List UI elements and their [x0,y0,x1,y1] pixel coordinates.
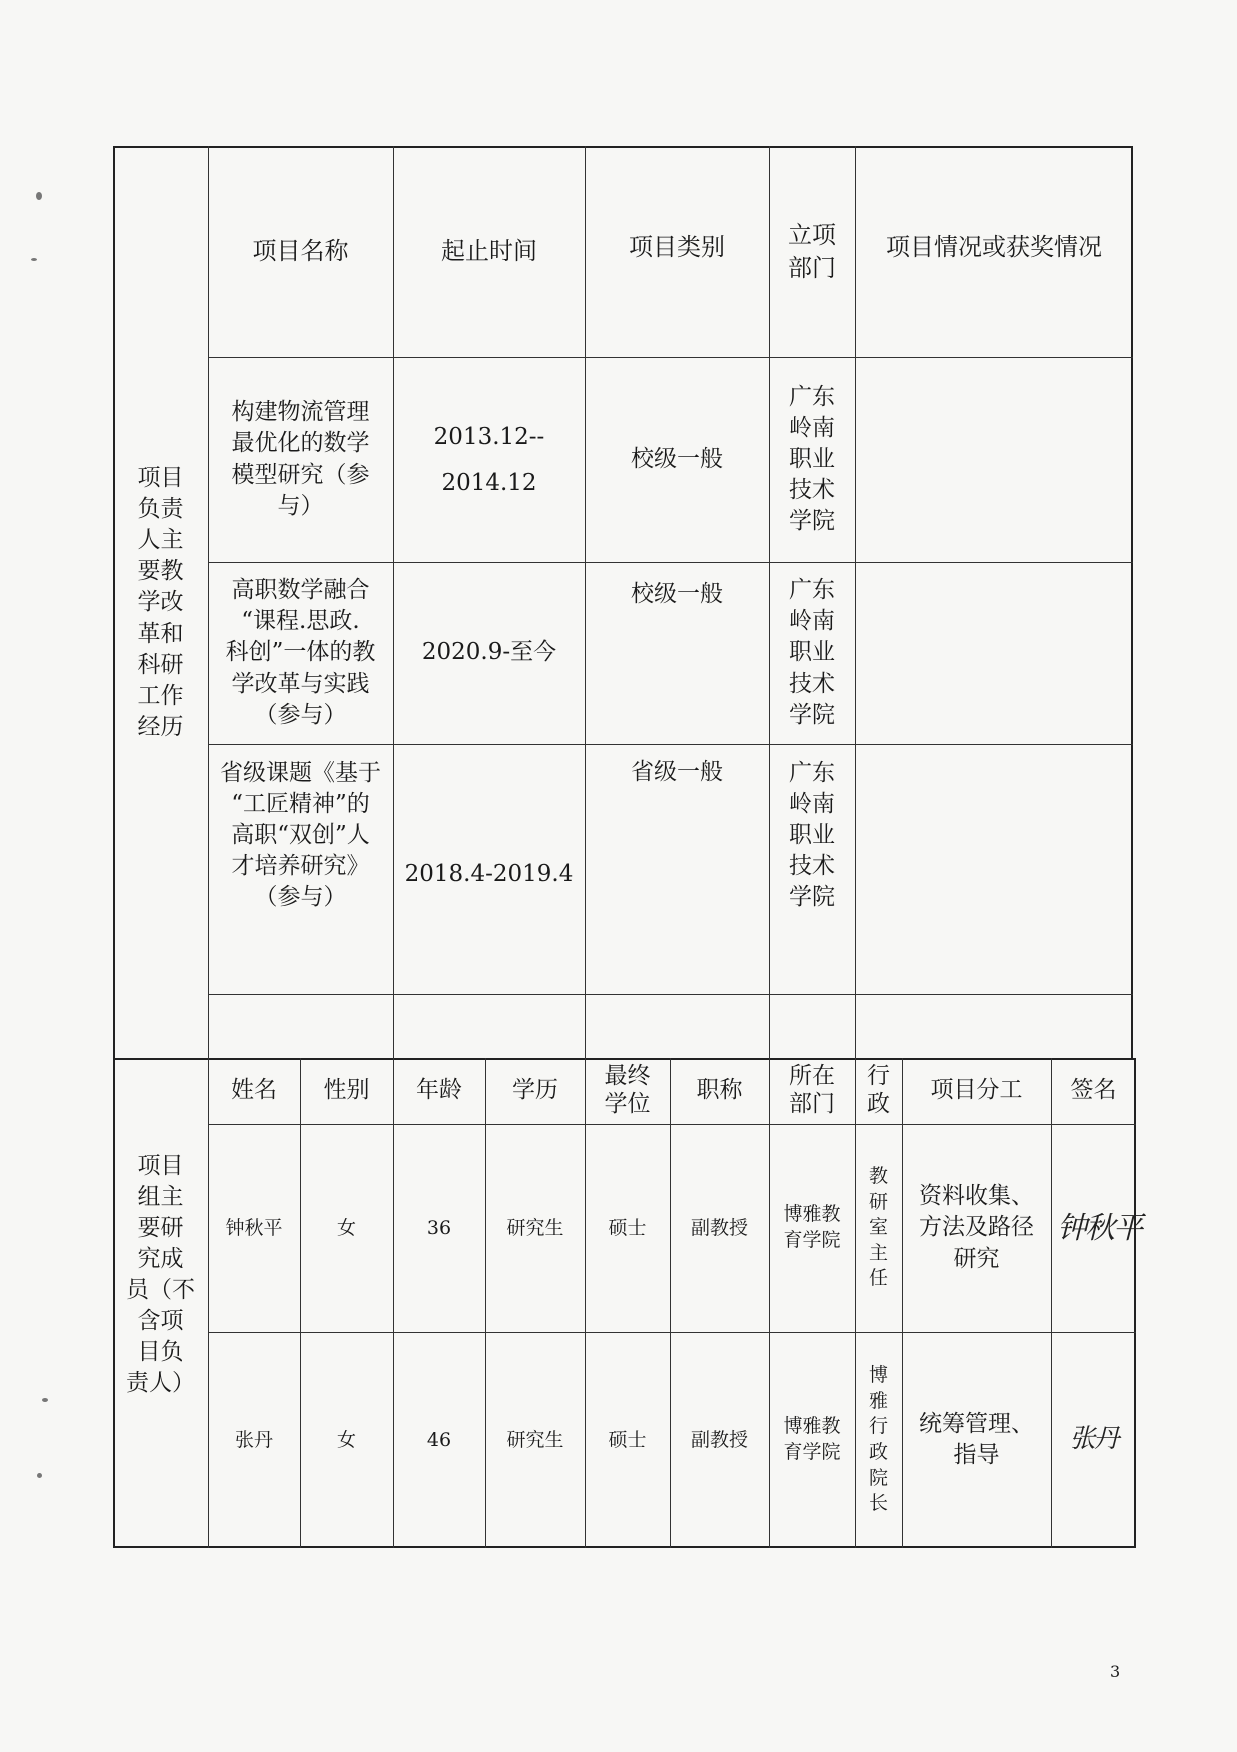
member-degree-cell: 硕士 [608,1216,647,1239]
header-role: 项目分工 [930,1077,1023,1104]
member-role-cell: 统筹管理、 指导 [919,1410,1034,1468]
header-project-type: 项目类别 [629,233,725,261]
member-name-cell: 张丹 [234,1428,273,1451]
experience-side-label: 项目 负责 人主 要教 学改 革和 科研 工作 经历 [137,465,184,740]
header-project-name: 项目名称 [252,236,349,265]
member-age-cell: 46 [426,1428,452,1451]
project-name-cell: 高职数学融合 “课程.思政. 科创”一体的教 学改革与实践 （参与） [225,577,376,728]
scan-speck [42,1398,48,1402]
member-signature: 钟秋平 [1057,1210,1141,1246]
project-type-cell: 校级一般 [631,445,723,472]
member-title-cell: 副教授 [690,1428,748,1451]
header-member-dept: 所在 部门 [789,1063,835,1117]
member-dept-cell: 博雅教 育学院 [783,1203,841,1251]
project-dept-cell: 广东 岭南 职业 技术 学院 [789,760,835,911]
member-gender-cell: 女 [336,1216,356,1239]
scan-speck [37,1473,42,1478]
member-dept-cell: 博雅教 育学院 [783,1415,841,1463]
header-age: 年龄 [416,1077,462,1104]
header-dept: 立项 部门 [788,221,836,282]
header-period: 起止时间 [441,236,537,265]
project-status-cell [855,562,1133,744]
scan-speck [36,192,42,200]
header-status: 项目情况或获奖情况 [886,233,1102,261]
header-member-name: 姓名 [231,1077,277,1104]
project-period-cell: 2018.4-2019.4 [404,861,574,887]
page-number: 3 [1110,1662,1121,1681]
project-type-cell: 省级一般 [631,759,723,785]
scan-speck [31,258,37,261]
member-education-cell: 研究生 [506,1216,564,1239]
project-status-cell [855,357,1133,562]
member-age-cell: 36 [426,1216,452,1239]
header-signature: 签名 [1070,1077,1117,1104]
member-education-cell: 研究生 [506,1428,564,1451]
project-status-cell [855,744,1133,994]
header-admin: 行 政 [867,1063,890,1117]
member-name-cell: 钟秋平 [225,1216,283,1239]
project-name-cell: 构建物流管理 最优化的数学 模型研究（参 与） [231,399,370,519]
project-dept-cell: 广东 岭南 职业 技术 学院 [789,577,835,728]
project-period-cell: 2020.9-至今 [421,639,557,666]
member-gender-cell: 女 [336,1428,356,1451]
project-type-cell: 校级一般 [631,581,723,607]
project-dept-cell: 广东 岭南 职业 技术 学院 [789,383,835,535]
member-signature: 张丹 [1069,1424,1118,1455]
member-role-cell: 资料收集、 方法及路径 研究 [919,1183,1034,1272]
member-admin-cell: 博 雅 行 政 院 长 [868,1364,888,1515]
header-title: 职称 [696,1077,743,1104]
member-admin-cell: 教 研 室 主 任 [868,1164,888,1290]
header-education: 学历 [512,1077,558,1104]
member-degree-cell: 硕士 [608,1428,647,1451]
project-name-cell: 省级课题《基于 “工匠精神”的 高职“双创”人 才培养研究》 （参与） [220,760,381,911]
members-side-label: 项目 组主 要研 究成 员（不 含项 目负 责人） [126,1152,195,1397]
header-gender: 性别 [323,1077,370,1104]
project-period-cell: 2013.12-- 2014.12 [433,423,545,496]
header-degree: 最终 学位 [604,1063,651,1117]
member-title-cell: 副教授 [690,1216,748,1239]
